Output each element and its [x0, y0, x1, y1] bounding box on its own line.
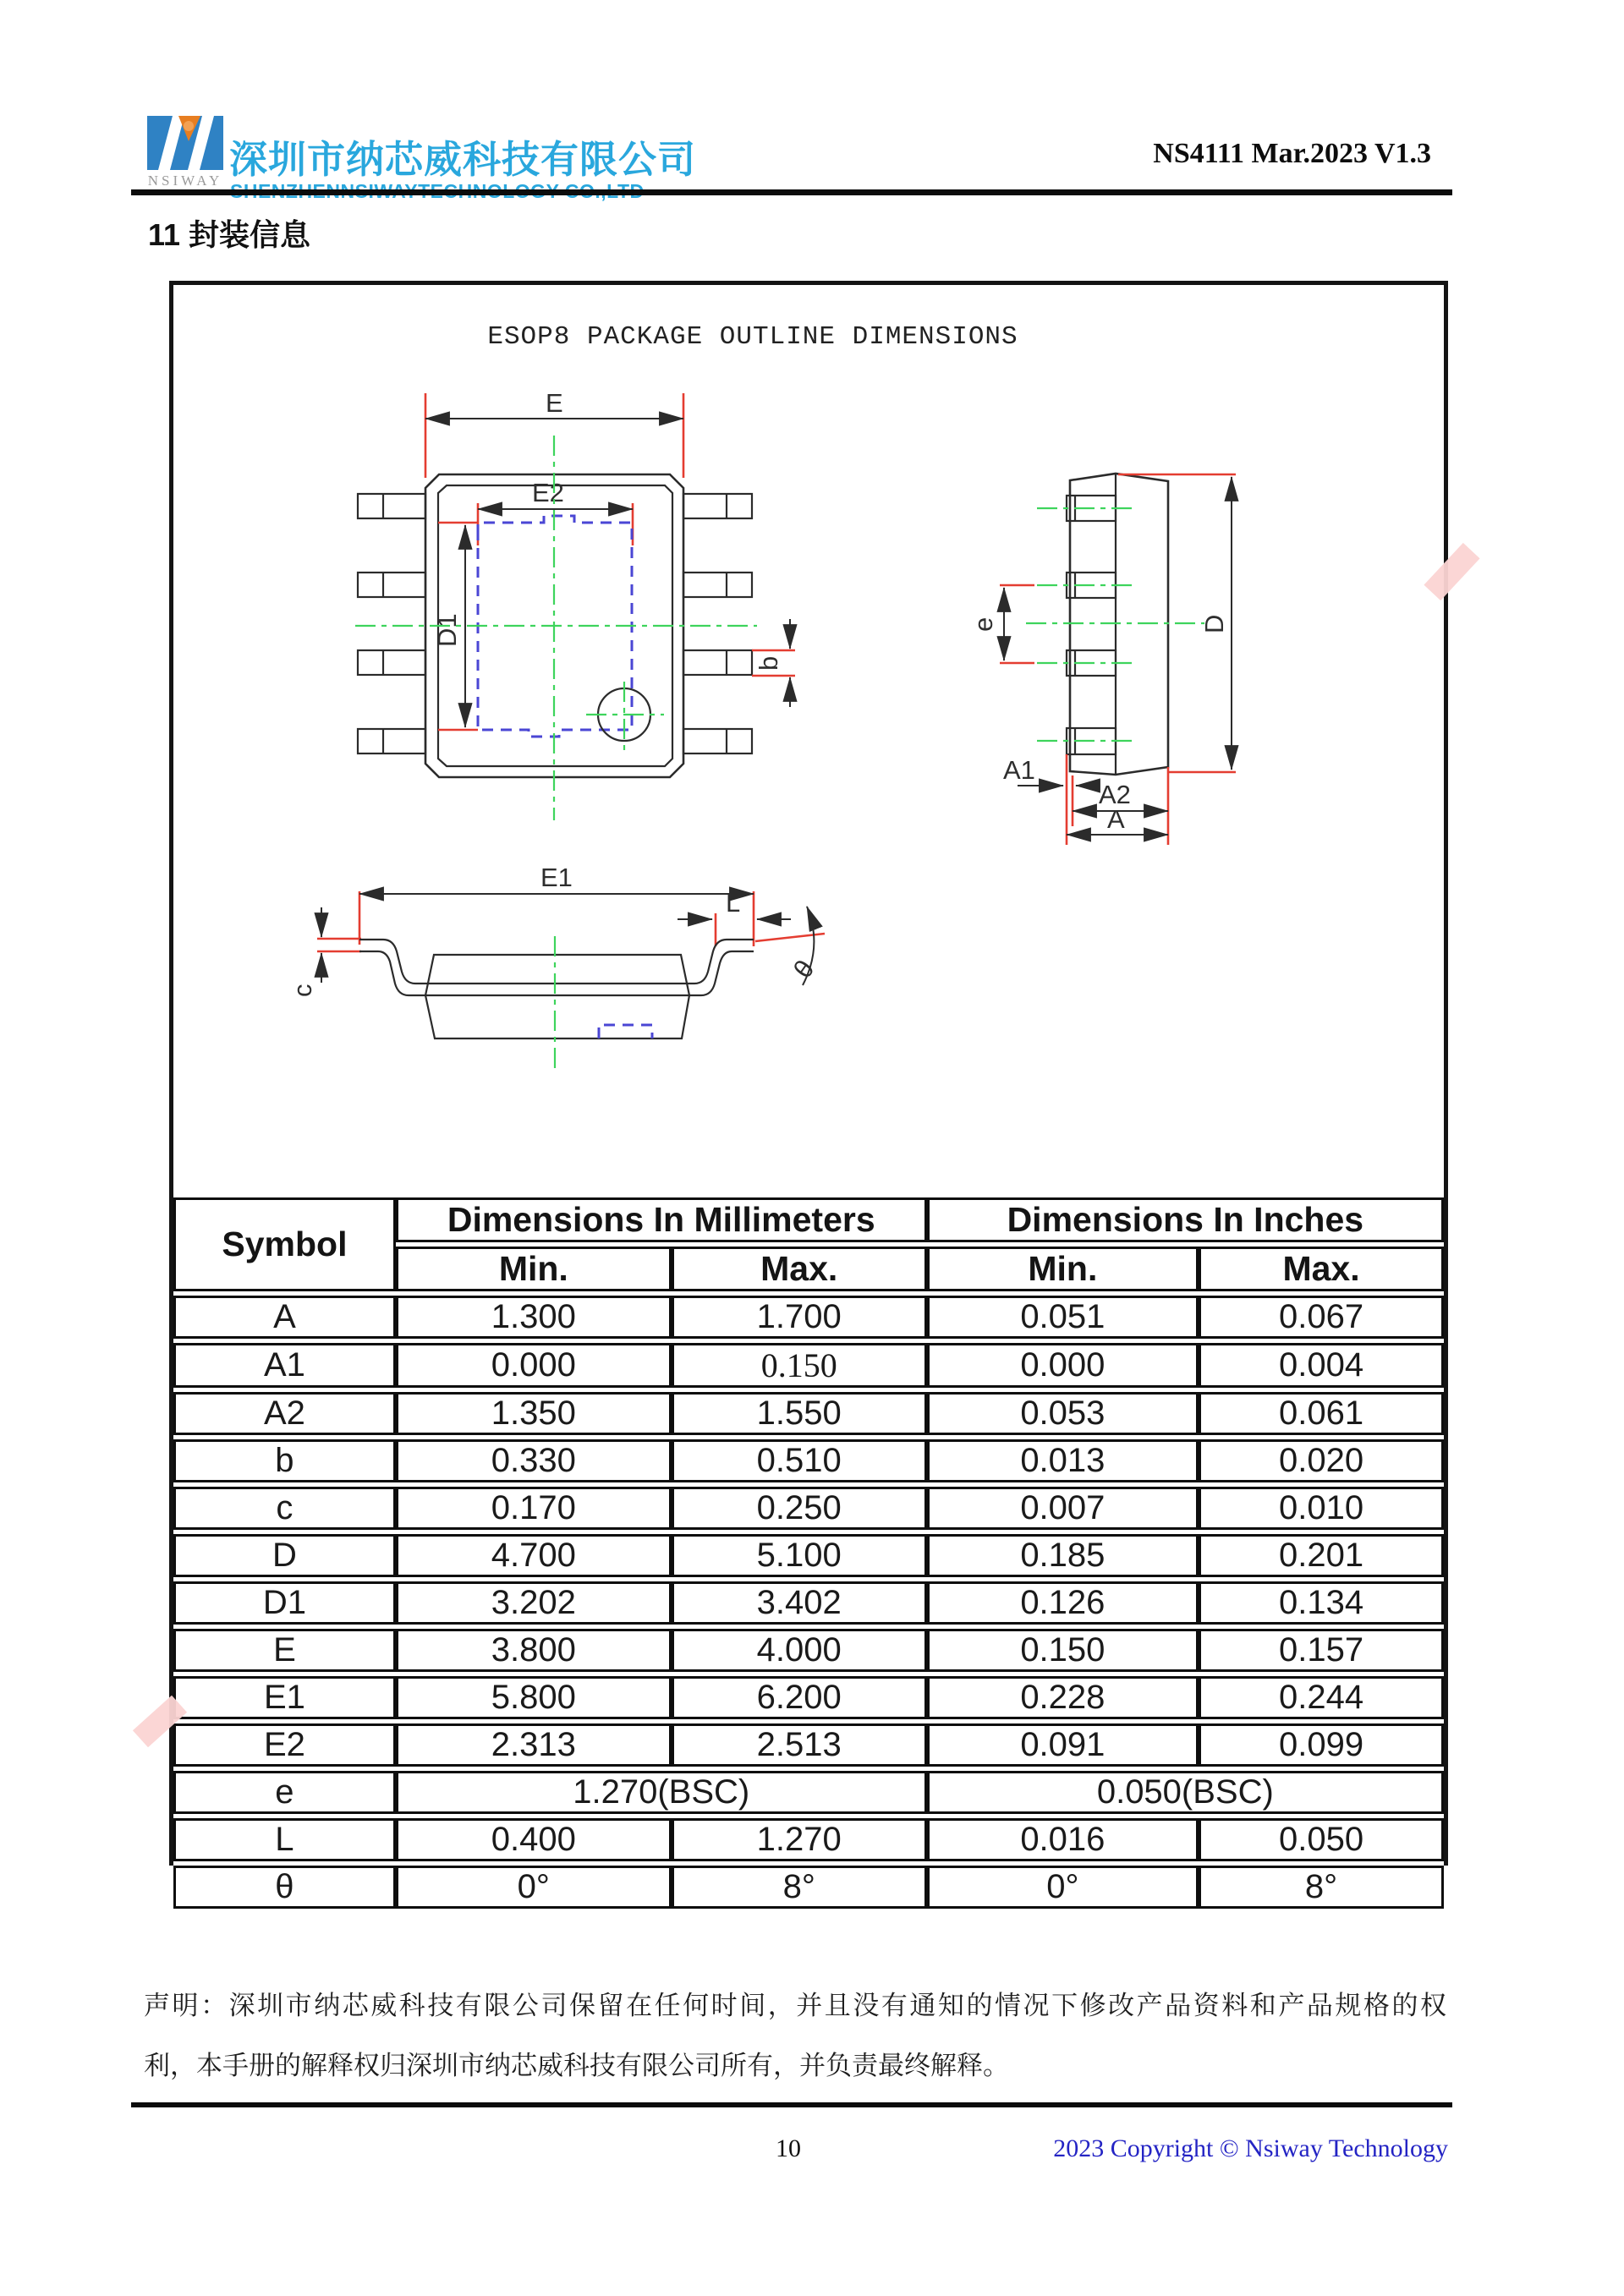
- col-header-mm-max: Max.: [672, 1247, 927, 1291]
- top-view: [355, 388, 795, 820]
- dim-label-A2: A2: [1099, 780, 1131, 809]
- col-header-mm-min: Min.: [396, 1247, 672, 1291]
- col-header-mm: Dimensions In Millimeters: [396, 1197, 927, 1242]
- document-reference: NS4111 Mar.2023 V1.3: [1153, 138, 1431, 169]
- table-row: c 0.170 0.250 0.007 0.010: [173, 1487, 1444, 1530]
- dim-label-D: D: [1199, 614, 1229, 633]
- table-row: D1 3.202 3.402 0.126 0.134: [173, 1581, 1444, 1625]
- dimension-table: [173, 1193, 1444, 1905]
- pin: [358, 573, 425, 597]
- dim-label-theta: θ: [787, 954, 820, 984]
- front-view: [288, 863, 825, 1070]
- side-view: [968, 474, 1236, 845]
- lead-profile-lower: [359, 951, 754, 995]
- pin: [358, 494, 425, 518]
- dim-label-A1: A1: [1003, 755, 1035, 785]
- table-row: D 4.700 5.100 0.185 0.201: [173, 1534, 1444, 1577]
- dim-label-c: c: [288, 984, 317, 997]
- copyright-notice: 2023 Copyright © Nsiway Technology: [1053, 2134, 1448, 2162]
- table-row: θ 0° 8° 0° 8°: [173, 1866, 1444, 1909]
- dim-label-b: b: [754, 655, 783, 671]
- nsiway-logo-icon: [147, 116, 223, 172]
- table-row: E 3.800 4.000 0.150 0.157: [173, 1629, 1444, 1672]
- pin: [358, 729, 425, 753]
- pin: [683, 650, 752, 675]
- disclaimer-line-1: 声明：深圳市纳芯威科技有限公司保留在任何时间，并且没有通知的情况下修改产品资料和产品规格的权: [144, 1991, 1446, 2020]
- dim-label-A: A: [1107, 804, 1125, 834]
- logo-wordmark: NSIWAY: [147, 173, 223, 189]
- pad-window-outline: [599, 1025, 652, 1038]
- table-row: E1 5.800 6.200 0.228 0.244: [173, 1676, 1444, 1719]
- package-outline-figure: [169, 281, 1448, 1905]
- dim-label-L: L: [726, 888, 741, 918]
- dim-label-e: e: [968, 616, 998, 632]
- col-header-in: Dimensions In Inches: [927, 1197, 1444, 1242]
- table-row: A1 0.000 0.150 0.000 0.004: [173, 1343, 1444, 1388]
- table-row: E2 2.313 2.513 0.091 0.099: [173, 1723, 1444, 1767]
- table-row: A2 1.350 1.550 0.053 0.061: [173, 1392, 1444, 1435]
- disclaimer-text: [144, 1975, 1446, 2096]
- col-header-in-max: Max.: [1199, 1247, 1444, 1291]
- table-row: e 1.270(BSC) 0.050(BSC): [173, 1771, 1444, 1814]
- section-title: 11 封装信息: [148, 217, 311, 252]
- lead-profile-upper: [359, 940, 754, 984]
- dim-label-E2: E2: [532, 478, 564, 507]
- col-header-in-min: Min.: [927, 1247, 1199, 1291]
- dim-label-E: E: [546, 388, 563, 418]
- col-header-symbol: Symbol: [173, 1197, 396, 1291]
- table-row: b 0.330 0.510 0.013 0.020: [173, 1439, 1444, 1482]
- page-number: 10: [776, 2134, 801, 2162]
- pin: [358, 650, 425, 675]
- figure-title: ESOP8 PACKAGE OUTLINE DIMENSIONS: [487, 322, 1018, 352]
- package-outline-drawing: [173, 285, 1444, 1194]
- footer-divider: [131, 2102, 1452, 2107]
- table-row: L 0.400 1.270 0.016 0.050: [173, 1818, 1444, 1861]
- pin: [683, 729, 752, 753]
- company-name-cn: 深圳市纳芯威科技有限公司: [229, 138, 697, 181]
- header-divider: [131, 189, 1452, 195]
- table-row: A 1.300 1.700 0.051 0.067: [173, 1296, 1444, 1339]
- dim-label-D1: D1: [432, 613, 462, 647]
- pin: [683, 573, 752, 597]
- disclaimer-line-2: 利，本手册的解释权归深圳市纳芯威科技有限公司所有，并负责最终解释。: [144, 2051, 1009, 2080]
- pin: [683, 494, 752, 518]
- dim-label-E1: E1: [540, 863, 573, 892]
